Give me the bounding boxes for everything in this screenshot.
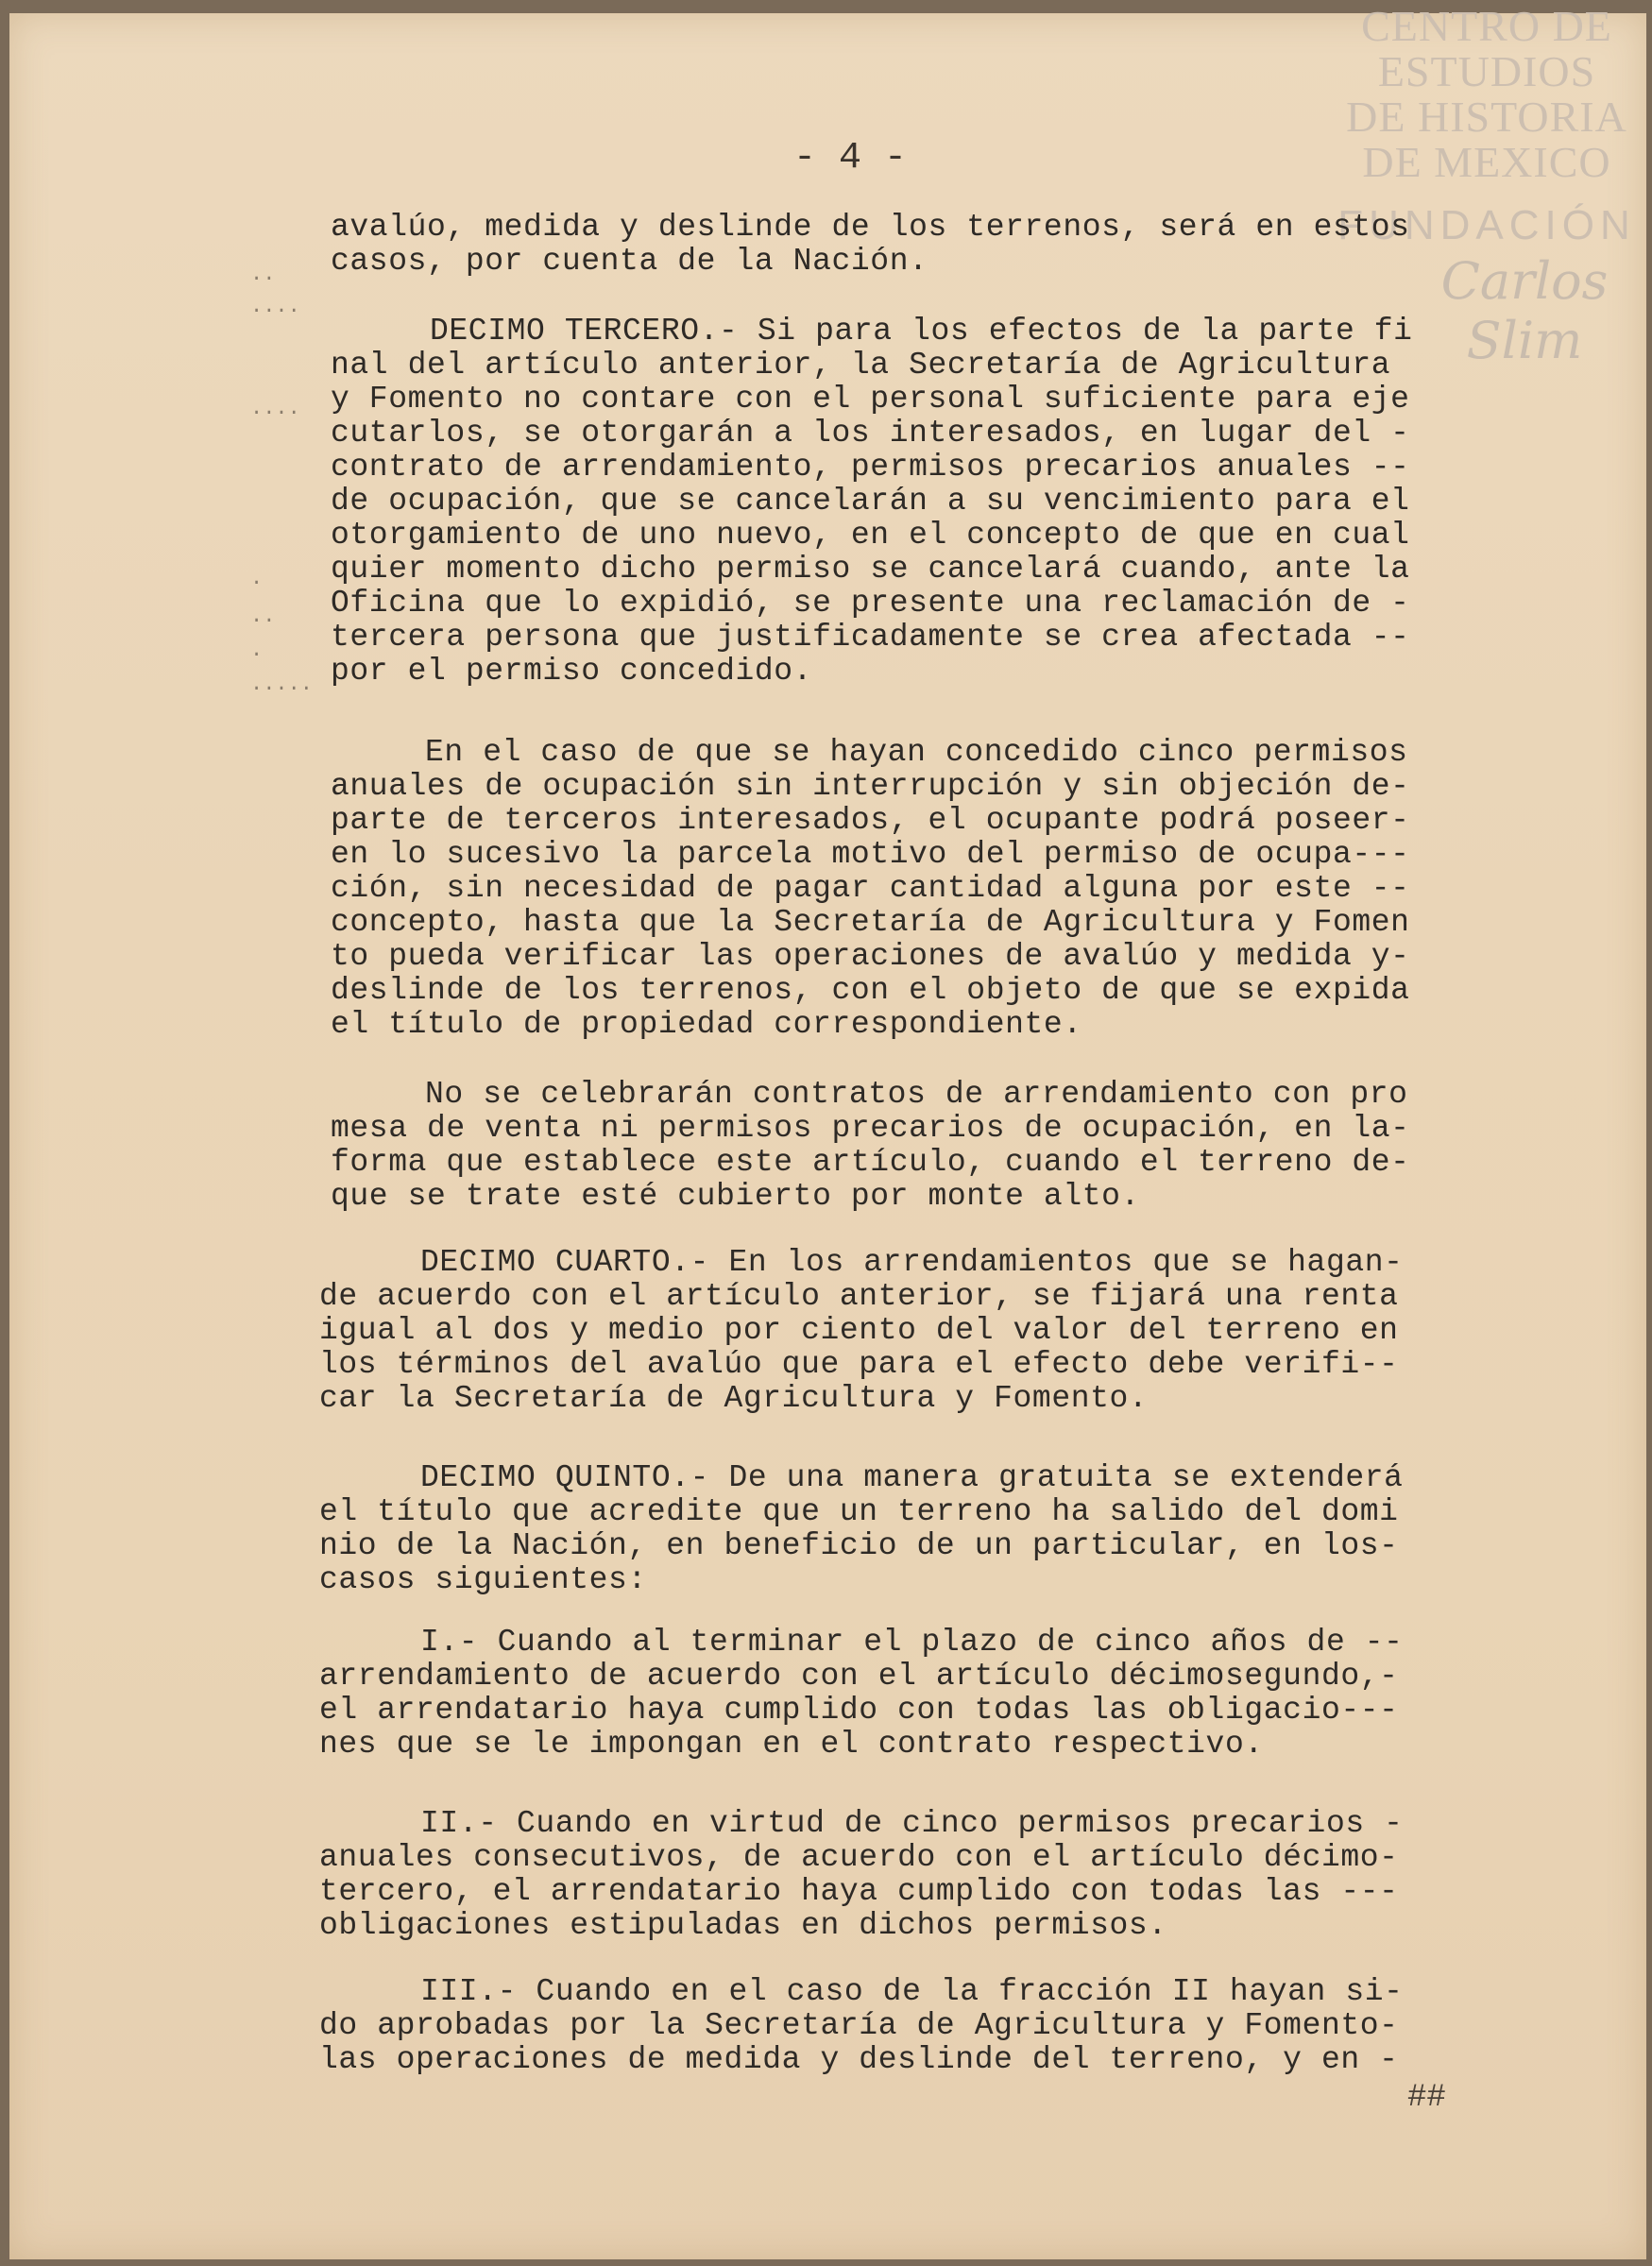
text-line: to pueda verificar las operaciones de avalúo y medida y-: [331, 939, 1410, 974]
text-line: III.- Cuando en el caso de la fracción II hayan si-: [420, 1974, 1404, 2009]
text-line: anuales de ocupación sin interrupción y sin objeción de-: [331, 769, 1410, 804]
text-line: No se celebrarán contratos de arrendamiento con pro: [425, 1077, 1408, 1112]
text-line: casos, por cuenta de la Nación.: [331, 244, 928, 279]
text-line: DECIMO CUARTO.- En los arrendamientos que se hagan-: [420, 1245, 1404, 1280]
text-line: mesa de venta ni permisos precarios de ocupación, en la-: [331, 1111, 1410, 1146]
margin-mark: .....: [250, 673, 314, 696]
text-line: en lo sucesivo la parcela motivo del permiso de ocupa---: [331, 837, 1410, 872]
text-line: forma que establece este artículo, cuando el terreno de-: [331, 1145, 1410, 1180]
text-line: igual al dos y medio por ciento del valor del terreno en: [319, 1313, 1399, 1348]
text-line: por el permiso concedido.: [331, 654, 813, 689]
text-line: que se trate esté cubierto por monte alto.: [331, 1179, 1140, 1214]
text-line: contrato de arrendamiento, permisos precarios anuales --: [331, 450, 1410, 485]
text-line: nal del artículo anterior, la Secretaría de Agricultura: [331, 348, 1391, 383]
text-line: otorgamiento de uno nuevo, en el concepto de que en cual: [331, 518, 1410, 553]
margin-mark: ....: [250, 295, 300, 318]
text-line: de ocupación, que se cancelarán a su vencimiento para el: [331, 484, 1410, 519]
watermark-line: ESTUDIOS: [1377, 47, 1596, 95]
text-line: Oficina que lo expidió, se presente una reclamación de -: [331, 586, 1410, 621]
text-line: car la Secretaría de Agricultura y Fomento.: [319, 1381, 1149, 1416]
watermark-foundation: FUNDACIÓN: [1337, 202, 1636, 248]
text-line: casos siguientes:: [319, 1562, 647, 1597]
text-line: DECIMO QUINTO.- De una manera gratuita se extenderá: [420, 1460, 1404, 1495]
text-line: y Fomento no contare con el personal suficiente para eje: [331, 382, 1410, 417]
watermark-line: DE MEXICO: [1362, 138, 1611, 186]
watermark-line: CENTRO DE: [1361, 2, 1612, 50]
text-line: En el caso de que se hayan concedido cinco permisos: [425, 735, 1408, 770]
page-number: - 4 -: [793, 137, 908, 179]
text-line: ción, sin necesidad de pagar cantidad alguna por este --: [331, 871, 1410, 906]
text-line: tercera persona que justificadamente se crea afectada --: [331, 620, 1410, 655]
text-line: do aprobadas por la Secretaría de Agricultura y Fomento-: [319, 2008, 1399, 2043]
margin-mark: ....: [250, 397, 300, 420]
text-line: nio de la Nación, en beneficio de un particular, en los-: [319, 1528, 1399, 1563]
margin-mark: ..: [250, 263, 276, 286]
text-line: el título que acredite que un terreno ha salido del domi: [319, 1494, 1399, 1529]
watermark-line: DE HISTORIA: [1346, 93, 1627, 141]
text-line: II.- Cuando en virtud de cinco permisos precarios -: [420, 1806, 1404, 1841]
text-line: quier momento dicho permiso se cancelará cuando, ante la: [331, 552, 1410, 587]
text-line: cutarlos, se otorgarán a los interesados, en lugar del -: [331, 416, 1410, 451]
footer-mark: ##: [1407, 2080, 1446, 2116]
text-line: anuales consecutivos, de acuerdo con el artículo décimo-: [319, 1840, 1399, 1875]
margin-mark: ..: [250, 605, 276, 628]
text-line: de acuerdo con el artículo anterior, se fijará una renta: [319, 1279, 1399, 1314]
text-line: avalúo, medida y deslinde de los terrenos, será en estos: [331, 210, 1410, 245]
text-line: las operaciones de medida y deslinde del terreno, y en -: [319, 2042, 1399, 2077]
text-line: los términos del avalúo que para el efecto debe verifi--: [319, 1347, 1399, 1382]
text-line: I.- Cuando al terminar el plazo de cinco años de --: [420, 1625, 1404, 1660]
text-line: el título de propiedad correspondiente.: [331, 1007, 1082, 1042]
text-line: deslinde de los terrenos, con el objeto de que se expida: [331, 973, 1410, 1008]
text-line: obligaciones estipuladas en dichos permisos.: [319, 1908, 1167, 1943]
text-line: parte de terceros interesados, el ocupante podrá poseer-: [331, 803, 1410, 838]
text-line: tercero, el arrendatario haya cumplido con todas las ---: [319, 1874, 1399, 1909]
watermark-signature: Carlos Slim: [1440, 251, 1609, 370]
text-line: nes que se le impongan en el contrato respectivo.: [319, 1727, 1264, 1762]
text-line: arrendamiento de acuerdo con el artículo décimosegundo,-: [319, 1659, 1399, 1694]
text-line: concepto, hasta que la Secretaría de Agricultura y Fomen: [331, 905, 1410, 940]
text-line: el arrendatario haya cumplido con todas las obligacio---: [319, 1693, 1399, 1728]
text-line: DECIMO TERCERO.- Si para los efectos de la parte fi: [430, 314, 1413, 349]
margin-mark: .: [250, 639, 264, 662]
margin-mark: .: [250, 567, 264, 590]
